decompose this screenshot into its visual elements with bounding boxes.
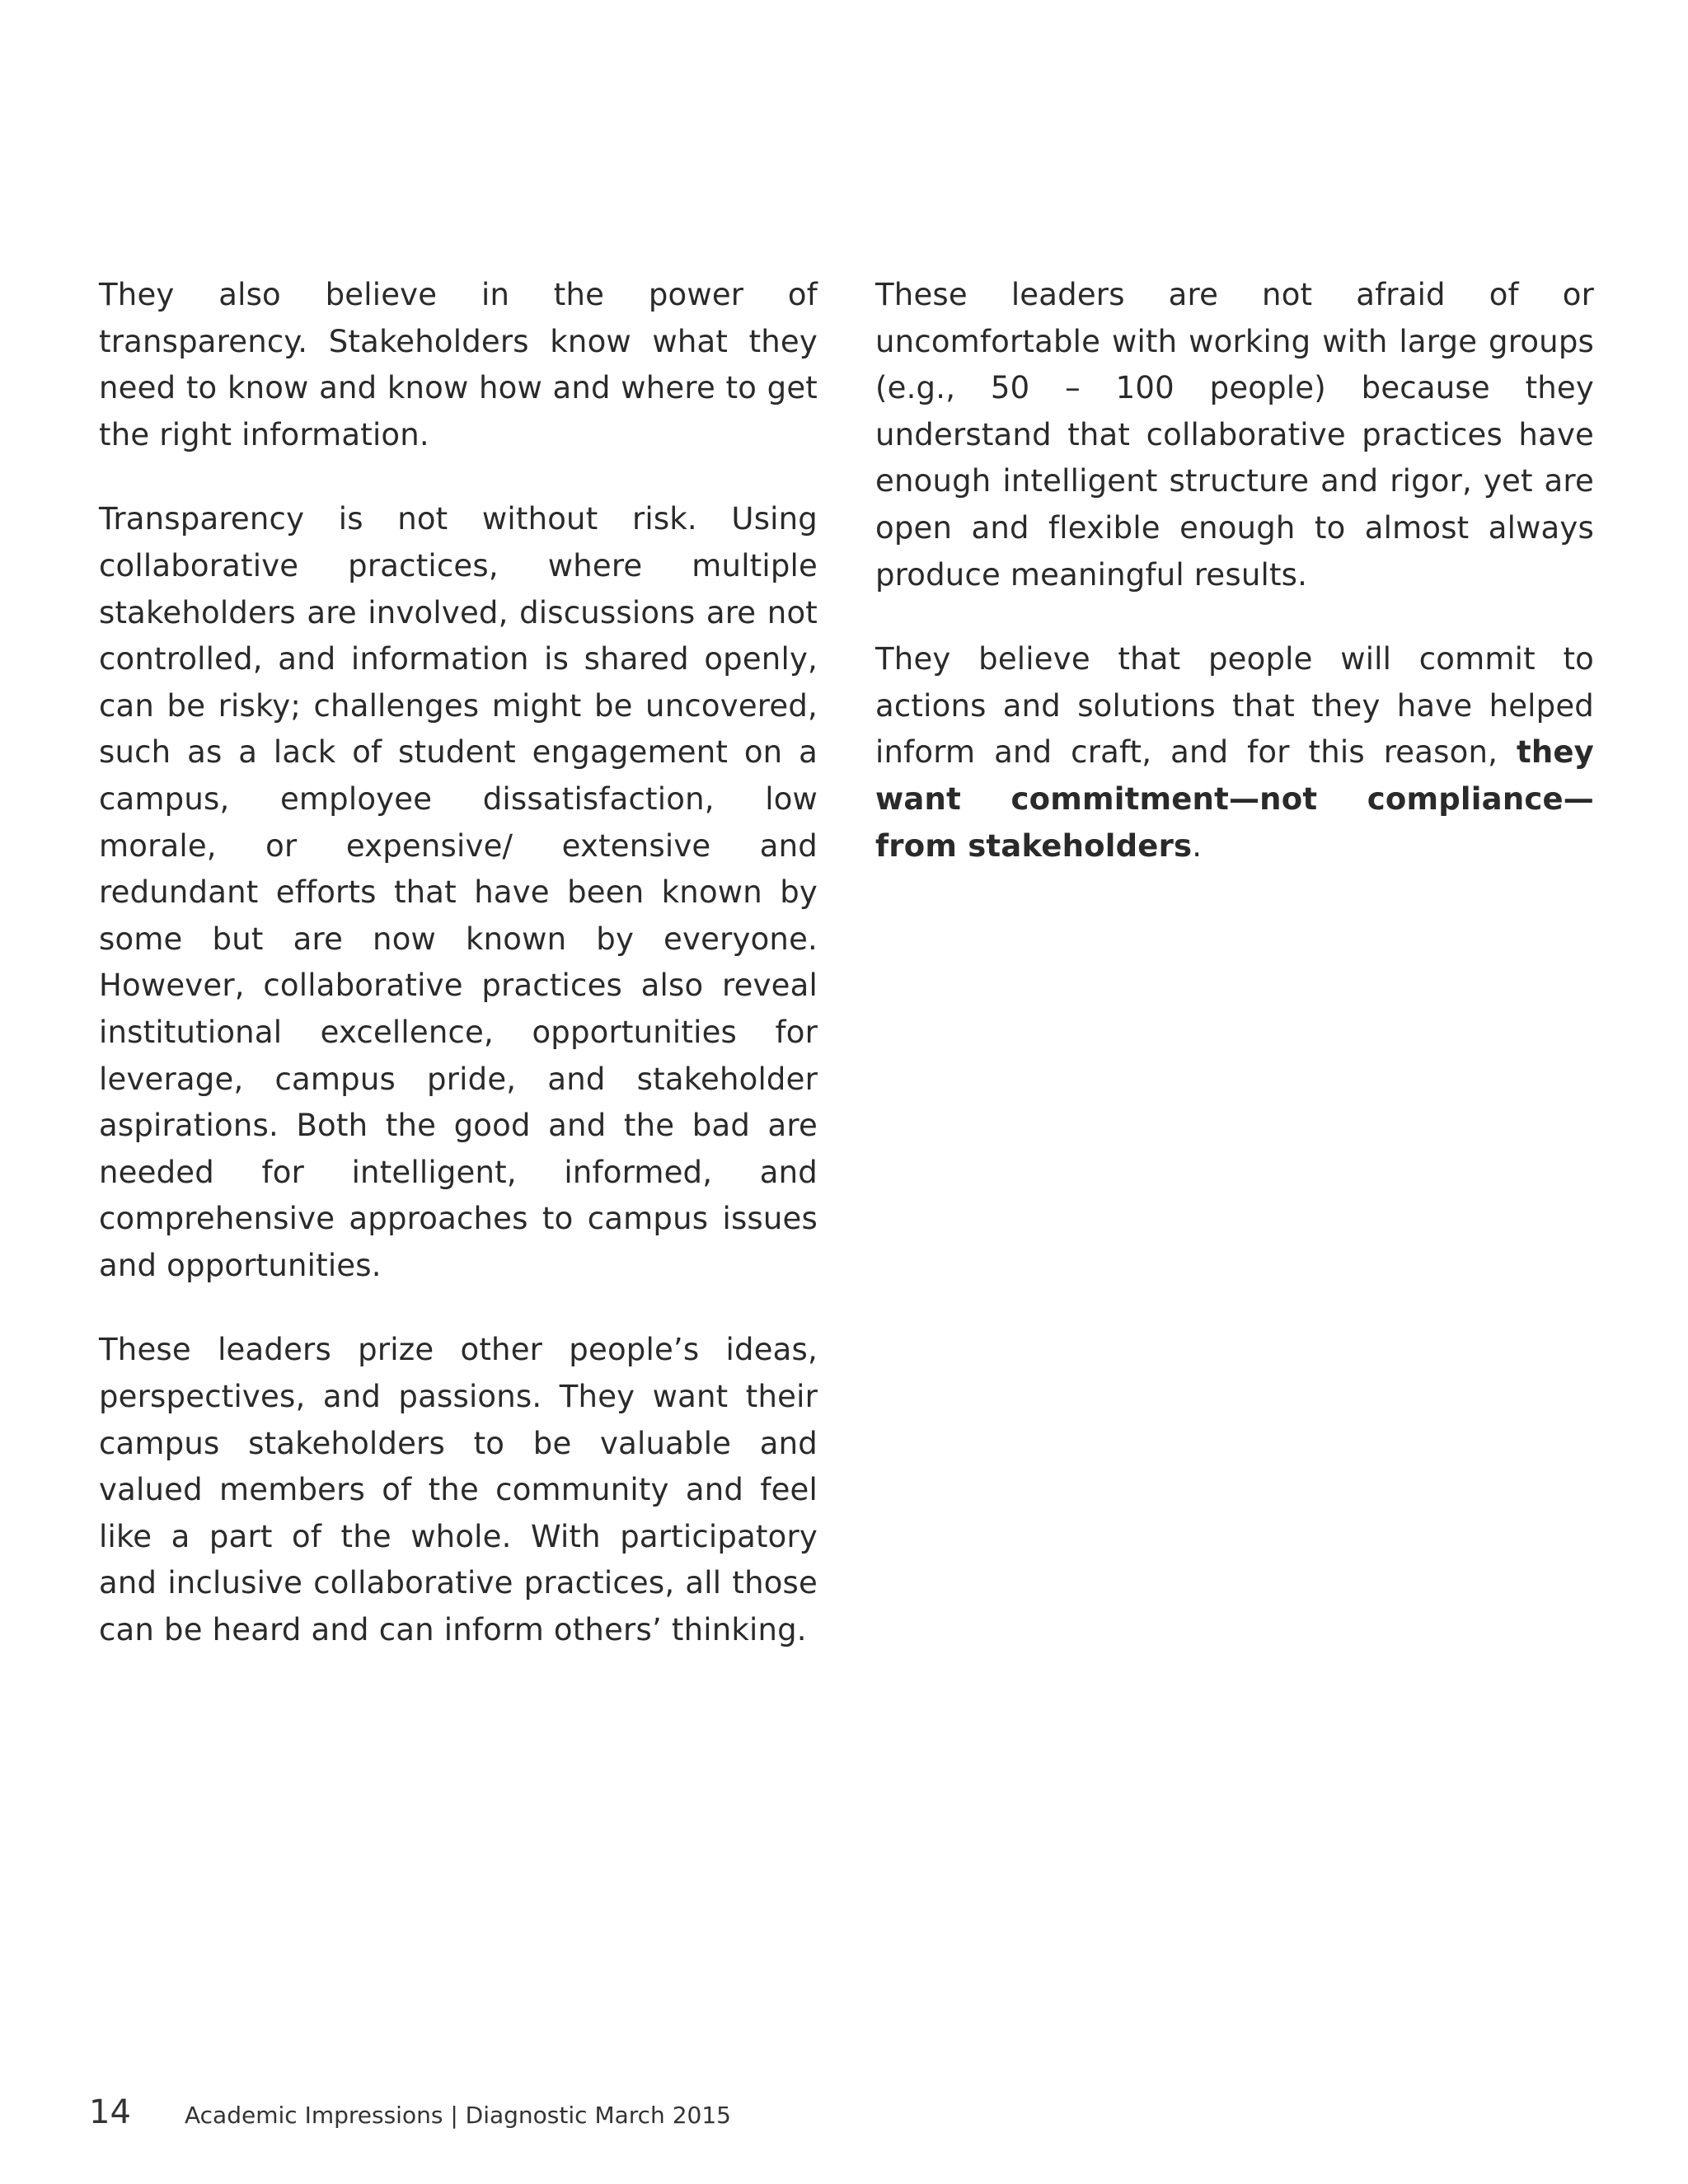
publication-credit: Academic Impressions | Diagnostic March 2015 [185,2102,731,2129]
paragraph-transparency-risk: Transparency is not without risk. Using collaborative practices, where multiple stakeholders are involved, discussions are not controlled, and information is shared openly, can be risky; challenges might be uncovered, such as a lack of student engagement on a campus, employee dissatisfaction, low morale, or expensive/ extensive and redundant efforts that have been known by some but are now known by everyone. However, collaborative practices also reveal institutional excellence, opportunities for leverage, campus pride, and stakeholder aspirations. Both the good and the bad are needed for intelligent, informed, and comprehensive approaches to campus issues and opportunities. [99,501,818,1283]
page-number: 14 [89,2093,131,2131]
commitment-text-before: They believe that people will commit to actions and solutions that they have helped inform and craft, and for this reason, [875,641,1594,771]
paragraph-commitment [875,636,1594,869]
left-column [99,272,818,1692]
paragraph-large-groups: These leaders are not afraid of or uncomfortable with working with large groups (e.g., 50 – 100 people) because they understand that collaborative practices have enough intelligent structure and rigor, yet are open and flexible enough to almost always produce meaningful results. [875,277,1594,593]
right-column [875,272,1594,907]
commitment-bold-text: they want commitment—not compliance—from stakeholders [875,734,1594,864]
page-footer [89,2093,731,2131]
paragraph-transparency-power: They also believe in the power of transparency. Stakeholders know what they need to know and know how and where to get the right information. [99,277,818,452]
commitment-text-after: . [1192,827,1203,864]
paragraph-leaders-prize-ideas: These leaders prize other people’s ideas, perspectives, and passions. They want their campus stakeholders to be valuable and valued members of the community and feel like a part of the whole. With participatory and inclusive collaborative practices, all those can be heard and can inform others’ thinking. [99,1332,818,1648]
